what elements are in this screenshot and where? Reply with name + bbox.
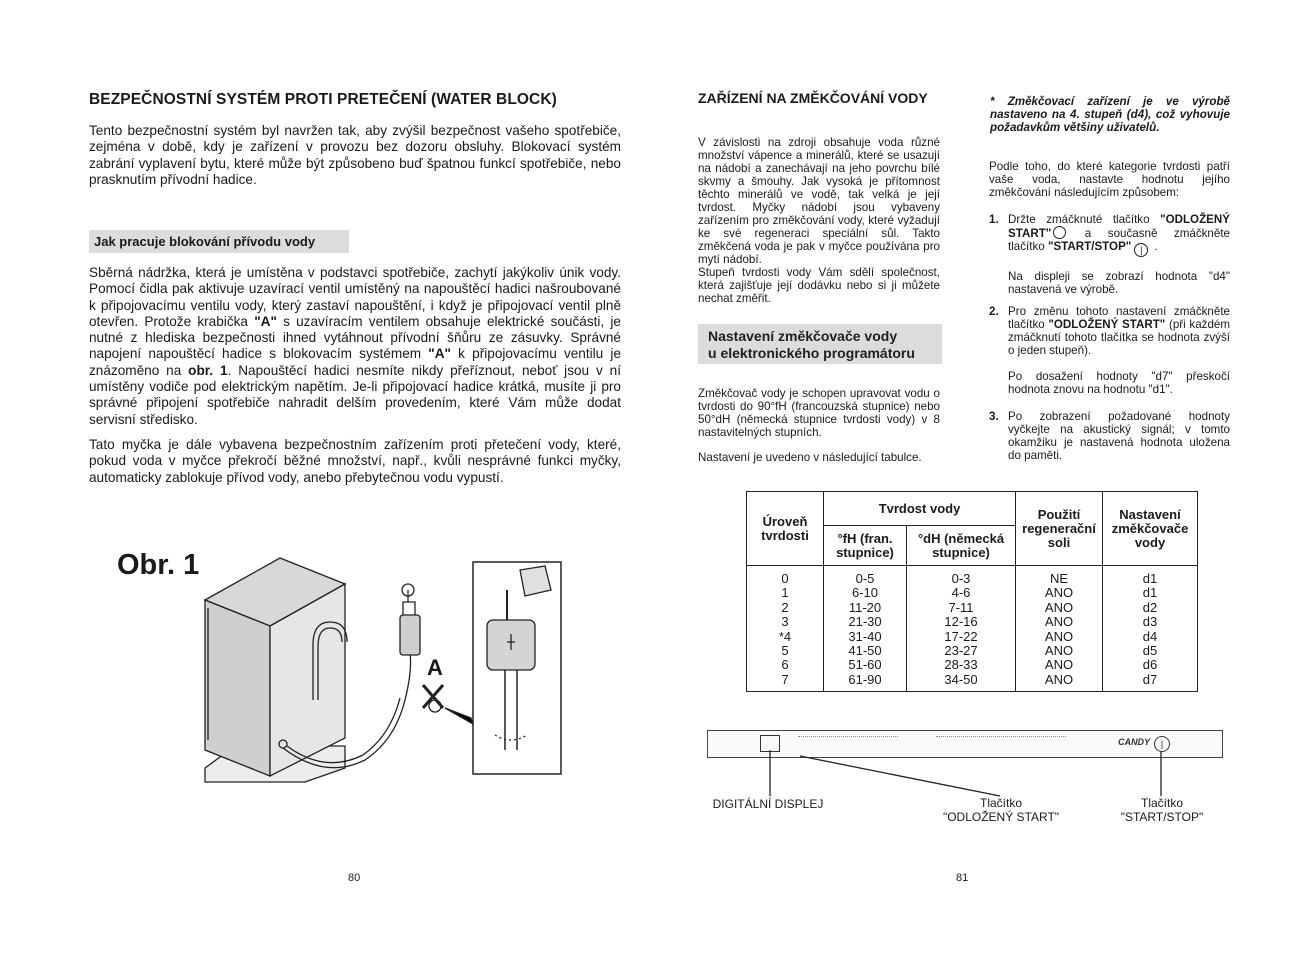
hardness-table xyxy=(746,491,1198,692)
table-cell: 23-27 xyxy=(944,643,978,659)
text-bold: "ODLOŽENÝ START" xyxy=(1008,213,1230,240)
th-fh: °fH (fran. stupnice) xyxy=(824,526,907,566)
left-para2 xyxy=(89,265,621,428)
col-level xyxy=(747,566,824,692)
right-subheading-2: u elektronického programátoru xyxy=(708,345,915,361)
label-start-stop xyxy=(1110,796,1214,824)
step-number: 3. xyxy=(989,410,999,423)
text-run: . xyxy=(1151,240,1158,253)
table-cell: 4-6 xyxy=(951,585,971,601)
label-start-2: "START/STOP" xyxy=(1120,810,1204,824)
step-3-text: Po zobrazení požadované hodnoty vyčkejte na akustický signál; v tomto okamžiku je nastavená hodnota uložena do paměti. xyxy=(1008,410,1230,462)
text-run: Pro změnu tohoto nastavení zmáčkněte tlačítko xyxy=(1008,305,1230,331)
table-cell: 17-22 xyxy=(944,628,978,644)
table-cell: 7-11 xyxy=(948,599,974,615)
table-cell: 5 xyxy=(781,643,789,659)
table-cell: d3 xyxy=(1142,614,1158,630)
label-delay-2: "ODLOŽENÝ START" xyxy=(942,810,1060,824)
table-cell: 12-16 xyxy=(944,614,978,630)
text-run: Držte zmáčknuté tlačítko xyxy=(1008,213,1161,226)
table-cell: d5 xyxy=(1142,643,1158,659)
clock-icon xyxy=(1053,226,1066,239)
start-stop-button[interactable]: | xyxy=(1154,736,1170,752)
table-cell: ANO xyxy=(1044,585,1074,601)
text-run: a současně zmáčkněte tlačítko xyxy=(1008,227,1230,253)
step-number: 1. xyxy=(989,213,999,226)
table-cell: 0-5 xyxy=(855,571,875,586)
page-number-left: 80 xyxy=(348,872,361,884)
th-setting: Nastavení změkčovače vody xyxy=(1103,492,1198,566)
figure-label: Obr. 1 xyxy=(117,549,200,581)
col-salt xyxy=(1016,566,1103,692)
table-cell: 1 xyxy=(781,585,789,601)
right-subheading-bar xyxy=(698,324,942,364)
table-cell: 34-50 xyxy=(944,671,978,687)
table-cell: ANO xyxy=(1044,628,1074,644)
right-note: * Změkčovací zařízení je ve výrobě nastaveno na 4. stupeň (d4), což vyhovuje požadavkům většiny uživatelů. xyxy=(990,95,1230,134)
table-cell: ANO xyxy=(1044,671,1074,687)
text-bold: "ODLOŽENÝ START" xyxy=(1048,318,1166,331)
table-cell: *4 xyxy=(778,628,792,644)
label-delay-1: Tlačítko xyxy=(979,796,1022,810)
right-para1-text: V závislosti na zdroji obsahuje voda různé množství vápence a minerálů, které se usazují na nádobí a zanechávají na jeho povrchu bílé skvmy a šmouhy. Jak vysoká je přítomnost těchto minerálů ve vodě, tak velká je její tvrdost. Myčky nádobí jsou vybaveny zařízením pro změkčování vody, které vyžadují ke své regeneraci speciální sůl. Takto změkčená voda je pak v myčce používána pro mytí nádobí. xyxy=(698,136,940,266)
table-cell: ANO xyxy=(1044,614,1074,630)
table-cell: 3 xyxy=(781,614,789,630)
text-run: s uzavíracím ventilem obsahuje elektrické součásti, je nutné z hlediska bezpečnosti ihned vytáhnout přívodní šňůru ze zásuvky. Správné napojení napouštěcí hadice s blokovacím systémem xyxy=(89,313,621,362)
th-level: Úroveň tvrdosti xyxy=(747,492,824,566)
power-icon: | xyxy=(1134,243,1148,257)
table-cell: 2 xyxy=(781,599,789,615)
brand-logo: CANDY xyxy=(1118,737,1151,747)
text-bold-a: "A" xyxy=(428,346,451,362)
label-start-1: Tlačítko xyxy=(1140,796,1183,810)
table-cell: 28-33 xyxy=(944,657,978,673)
text-bold-a: "A" xyxy=(254,313,277,329)
text-bold-obr: obr. 1 xyxy=(188,362,228,378)
table-cell: 0 xyxy=(781,571,789,586)
table-cell: 51-60 xyxy=(848,657,882,673)
table-cell: d4 xyxy=(1142,628,1158,644)
col-fh xyxy=(824,566,907,692)
table-cell: 0-3 xyxy=(951,571,971,586)
table-cell: 6 xyxy=(781,657,789,673)
right-subheading-1: Nastavení změkčovače vody xyxy=(708,328,898,344)
table-cell: 21-30 xyxy=(848,614,882,630)
text-run: . Napouštěcí hadici nesmíte nikdy přeříznout, neboť jsou v ní umístěny vodiče pod elektrickým napětím. Je-li připojovací hadice krátká, musíte ji pro správné připojení spotřebiče nahradit delším provedením, které Vám může dodat servisní středisko. xyxy=(89,362,622,427)
table-cell: 7 xyxy=(781,671,789,687)
label-display: DIGITÁLNÍ DISPLEJ xyxy=(712,797,824,811)
text-run: Sběrná nádržka, která je umístěna v podstavci spotřebiče, zachytí jakýkoliv únik vody. Pomocí čidla pak aktivuje uzavírací ventil umístěný na napouštěcí hadici našroubované k připojovacímu ventilu vody, který zastaví napouštění, i když je připojovací ventil plně otevřen. Protože krabička xyxy=(89,265,621,329)
th-dh: °dH (německá stupnice) xyxy=(907,526,1016,566)
right-title: ZAŘÍZENÍ NA ZMĚKČOVÁNÍ VODY xyxy=(698,90,928,106)
left-title: BEZPEČNOSTNÍ SYSTÉM PROTI PRETEČENÍ (WATER BLOCK) xyxy=(89,91,557,108)
table-cell: d2 xyxy=(1142,599,1158,615)
right-para4: Podle toho, do které kategorie tvrdosti patří vaše voda, nastavte hodnotu jejího změkčování následujícím způsobem: xyxy=(989,160,1230,199)
right-para3: Nastavení je uvedeno v následující tabulce. xyxy=(698,451,922,464)
right-para1 xyxy=(698,136,940,305)
step-1-result: Na displeji se zobrazí hodnota "d4" nastavená ve výrobě. xyxy=(1008,270,1230,296)
label-delay xyxy=(926,796,1076,824)
text-run: k připojovacímu ventilu je znázoměno na xyxy=(89,346,622,378)
table-cell: ANO xyxy=(1044,599,1074,615)
step-1 xyxy=(989,213,1230,296)
col-dh xyxy=(907,566,1016,692)
th-salt: Použití regenerační soli xyxy=(1016,492,1103,566)
left-para3: Tato myčka je dále vybavena bezpečnostním zařízením proti přetečení vody, které, pokud voda v myčce překročí běžné množství, např., kvůli nesprávné funkci myčky, automaticky zablokuje přívod vody, anebo přebytečnou vodu vypustí. xyxy=(89,437,621,485)
table-cell: 61-90 xyxy=(848,671,882,687)
figure-marker-a: A xyxy=(427,655,443,680)
left-intro: Tento bezpečnostní systém byl navržen tak, aby zvýšil bezpečnost vašeho spotřebiče, zejména v době, kdy je zařízení v provozu bez dozoru obsluhy. Blokovací systém zabrání vyplavení bytu, které může být způsobeno buď špatnou funkcí spotřebiče, nebo prasknutím přívodní hadice. xyxy=(89,123,621,187)
table-cell: d6 xyxy=(1142,657,1158,673)
table-cell: NE xyxy=(1049,571,1069,586)
table-cell: d1 xyxy=(1142,585,1158,601)
th-hardness: Tvrdost vody xyxy=(824,492,1016,526)
table-cell: 31-40 xyxy=(848,628,882,644)
step-2 xyxy=(989,305,1230,396)
table-cell: ANO xyxy=(1044,643,1074,659)
step-3 xyxy=(989,410,1230,462)
step-2-result: Po dosažení hodnoty "d7" přeskočí hodnota znovu na hodnotu "d1". xyxy=(1008,370,1230,396)
table-cell: d7 xyxy=(1142,671,1158,687)
text-run: (při každém zmáčknutí tohoto tlačítka se hodnota zvýší o jeden stupeň). xyxy=(1008,318,1230,357)
table-cell: ANO xyxy=(1044,657,1074,673)
table-cell: 6-10 xyxy=(851,585,879,601)
table-cell: d1 xyxy=(1142,571,1158,586)
left-subheading: Jak pracuje blokování přívodu vody xyxy=(94,234,316,249)
page-number-right: 81 xyxy=(956,872,969,884)
table-cell: 11-20 xyxy=(848,599,882,615)
text-bold: "START/STOP" xyxy=(1047,240,1132,253)
right-para2: Změkčovač vody je schopen upravovat vodu o tvrdosti do 90°fH (francouzská stupnice) nebo 50°dH (německá stupnice tvrdosti vody) v 8 nastavitelných stupních. xyxy=(698,387,940,439)
table-cell: 41-50 xyxy=(848,643,882,659)
figure-illustration xyxy=(195,550,565,790)
col-setting xyxy=(1103,566,1198,692)
left-subheading-bar xyxy=(89,230,349,253)
right-para1b-text: Stupeň tvrdosti vody Vám sdělí společnost, která zajišťuje její dodávku nebo si ji můžete nechat změřit. xyxy=(698,266,940,305)
step-number: 2. xyxy=(989,305,999,318)
